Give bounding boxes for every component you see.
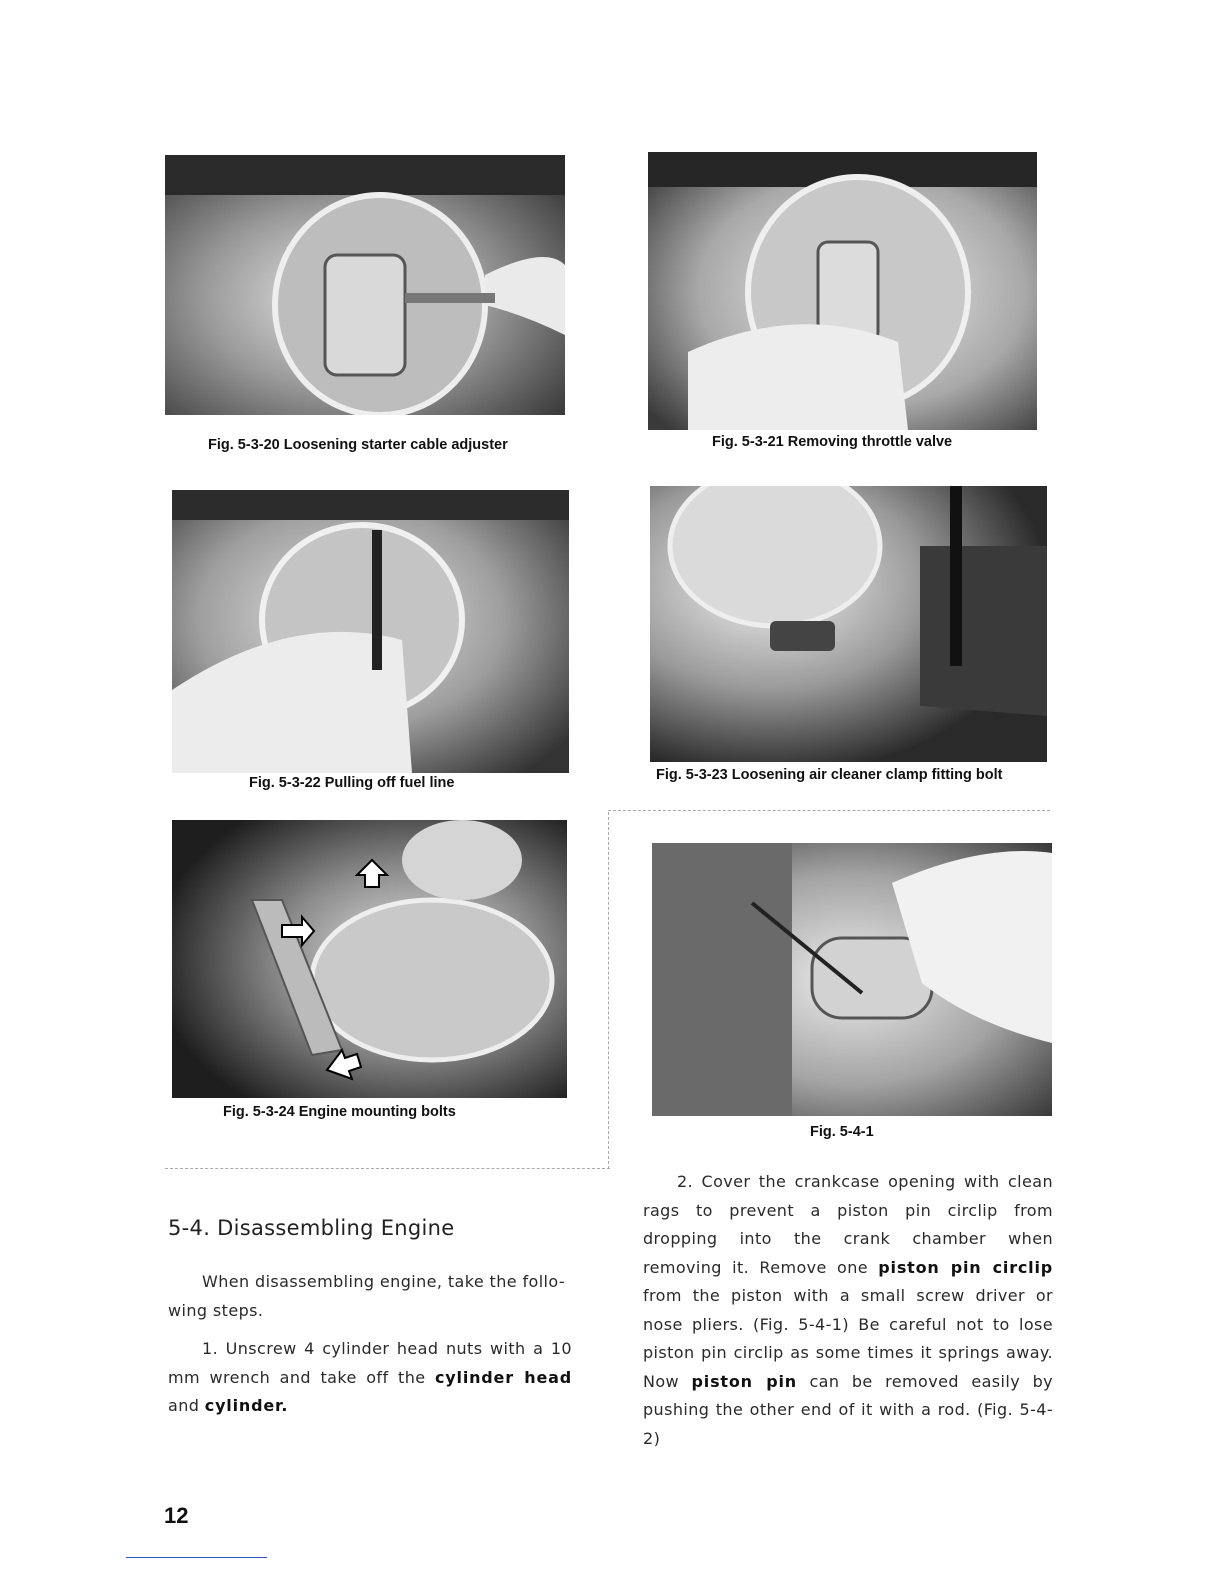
divider xyxy=(608,810,1050,811)
step-2-text: from the piston with a small screw driver or nose pliers. (Fig. 5-4-1) Be careful not to lose piston pin circlip as some times it springs away. Now xyxy=(643,1286,1053,1391)
step-1-paragraph xyxy=(168,1335,572,1421)
caption-fig-5-3-24 xyxy=(223,1104,456,1120)
step-2-text: 2. Cover the crankcase opening with clean rags to prevent a piston pin circlip from dropping into the crank chamber when removing it. Remove one xyxy=(643,1172,1053,1277)
caption-fig-5-4-1 xyxy=(810,1124,874,1140)
figure-number: Fig. 5-3-24 xyxy=(223,1104,295,1120)
step-2-text: can be removed easily by pushing the other end of it with a rod. (Fig. 5-4-2) xyxy=(643,1371,1054,1448)
figure-number: Fig. 5-3-20 xyxy=(208,437,280,453)
photo-throttle-valve xyxy=(648,152,1037,430)
figure-number: Fig. 5-3-22 xyxy=(249,775,321,791)
footer-rule xyxy=(126,1557,267,1558)
divider xyxy=(165,1168,610,1169)
left-column-text xyxy=(168,1268,572,1421)
step-2-emphasis: piston pin circlip xyxy=(878,1257,1053,1277)
figure-number: Fig. 5-4-1 xyxy=(810,1124,874,1140)
figure-title: Removing throttle valve xyxy=(787,434,953,450)
right-column-text xyxy=(643,1168,1053,1453)
step-1-emphasis: cylinder head xyxy=(435,1367,572,1387)
photo-air-cleaner-clamp xyxy=(650,486,1047,762)
caption-fig-5-3-20 xyxy=(208,437,508,453)
photo-piston-pin-circlip xyxy=(652,843,1052,1116)
figure-title: Pulling off fuel line xyxy=(324,775,455,791)
caption-fig-5-3-22 xyxy=(249,775,454,791)
intro-line-2: wing steps. xyxy=(168,1300,264,1320)
step-2-emphasis: piston pin xyxy=(691,1371,797,1391)
caption-fig-5-3-21 xyxy=(712,434,952,450)
step-2-paragraph xyxy=(643,1168,1053,1453)
caption-fig-5-3-23 xyxy=(656,767,1002,783)
section-heading: 5-4. Disassembling Engine xyxy=(168,1216,455,1240)
figure-title: Loosening air cleaner clamp fitting bolt xyxy=(731,767,1003,783)
figure-number: Fig. 5-3-23 xyxy=(656,767,728,783)
photo-starter-cable-adjuster xyxy=(165,155,565,415)
figure-title: Engine mounting bolts xyxy=(298,1104,456,1120)
intro-line-1: When disassembling engine, take the follo- xyxy=(202,1272,566,1291)
divider xyxy=(608,812,609,1169)
step-1-emphasis: cylinder. xyxy=(204,1396,289,1415)
photo-fuel-line xyxy=(172,490,569,773)
step-1-text: 1. Unscrew 4 cylinder head nuts with a 10 mm wrench and take off the xyxy=(168,1339,572,1387)
figure-title: Loosening starter cable adjuster xyxy=(283,437,508,453)
photo-engine-mounting-bolts xyxy=(172,820,567,1098)
figure-number: Fig. 5-3-21 xyxy=(712,434,784,450)
page-number: 12 xyxy=(164,1503,189,1528)
step-1-text: and xyxy=(168,1396,205,1415)
